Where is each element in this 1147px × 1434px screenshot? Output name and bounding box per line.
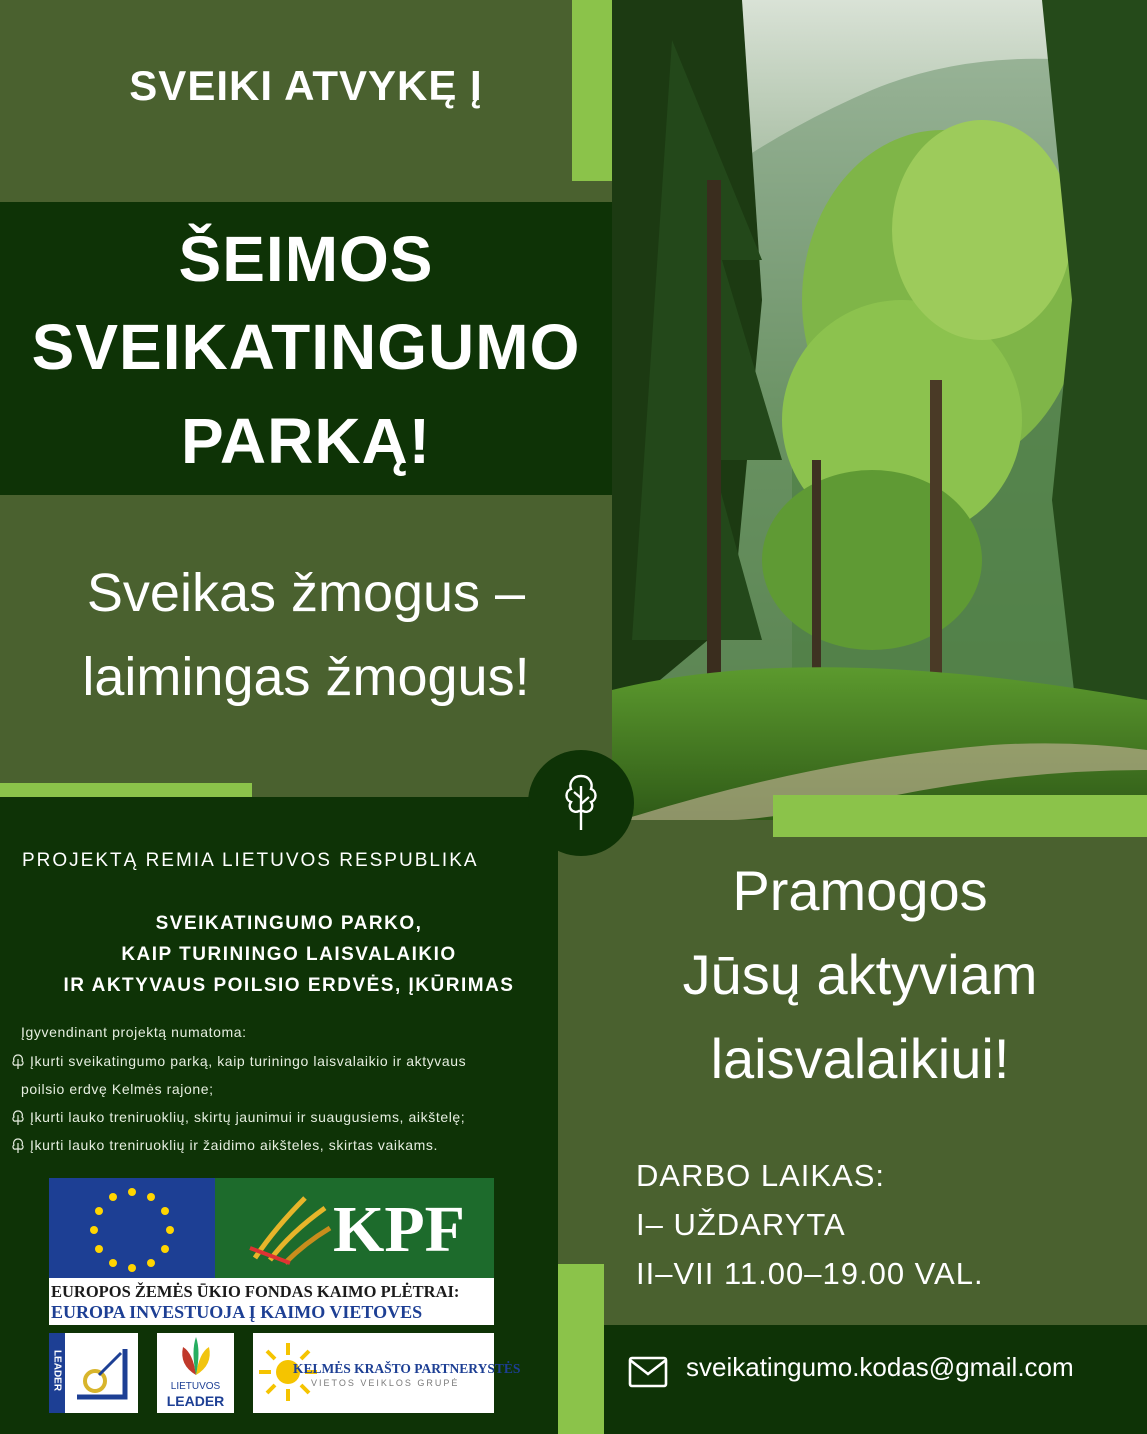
wheat-icon [245,1188,335,1268]
eafrd-line-2: EUROPA INVESTUOJA Į KAIMO VIETOVES [51,1302,423,1322]
project-item-1-line-1: Įkurti sveikatingumo parką, kaip turiningo laisvalaikio ir aktyvaus [30,1053,467,1069]
fun-line-1: Pramogos [732,859,988,922]
eafrd-banner [49,1278,494,1325]
slogan-line-2: laimingas žmogus! [82,647,530,707]
lt-leader-line-1: LIETUVOS [170,1381,221,1392]
leaf-icon [175,1335,217,1379]
title-line-1: ŠEIMOS [178,223,434,295]
leader-emblem-icon [69,1341,133,1405]
project-name-line-1: SVEIKATINGUMO PARKO, [155,913,423,934]
eu-flag-logo [49,1178,215,1278]
slogan-line-1: Sveikas žmogus – [86,563,526,623]
title-line-3: PARKĄ! [180,405,432,477]
slogan-panel [0,495,612,795]
leader-text: LEADER [51,1349,63,1392]
eafrd-line-1: EUROPOS ŽEMĖS ŪKIO FONDAS KAIMO PLĖTRAI: [51,1282,460,1301]
accent-bar-right [773,795,1147,837]
project-intro: Įgyvendinant projektą numatoma: [21,1024,247,1040]
project-item-2: Įkurti lauko treniruoklių, skirtų jaunimui ir suaugusiems, aikštelę; [30,1109,466,1125]
lietuvos-leader-logo [157,1333,234,1413]
accent-bar-top [572,0,614,181]
sponsor-text: PROJEKTĄ REMIA LIETUVOS RESPUBLIKA [22,850,479,871]
welcome-text: SVEIKI ATVYKĘ Į [129,62,483,109]
kpf-logo [215,1178,494,1278]
kpf-text: KPF [333,1193,465,1266]
title-line-2: SVEIKATINGUMO [31,311,581,383]
kelme-line-2: VIETOS VEIKLOS GRUPĖ [311,1378,460,1388]
project-name-line-2: KAIP TURININGO LAISVALAIKIO [121,944,457,965]
eu-stars-icon [49,1178,215,1278]
mail-icon [628,1356,668,1388]
tree-icon [10,1138,26,1154]
tree-icon [10,1110,26,1126]
fun-line-3: laisvalaikiui! [710,1027,1010,1090]
lt-leader-line-2: LEADER [166,1393,225,1409]
kelme-logo [253,1333,521,1413]
contact-email[interactable]: sveikatingumo.kodas@gmail.com [686,1352,1074,1382]
hours-line-2: II–VII 11.00–19.00 VAL. [636,1256,984,1291]
hours-heading: DARBO LAIKAS: [636,1158,886,1193]
project-item-1-line-2: poilsio erdvę Kelmės rajone; [21,1081,214,1097]
tree-icon [558,772,604,832]
forest-photo [612,0,1147,820]
leader-logo [49,1333,138,1413]
project-item-3: Įkurti lauko treniruoklių ir žaidimo aikšteles, skirtas vaikams. [30,1137,438,1153]
tree-icon [10,1054,26,1070]
tree-badge [528,750,634,856]
project-name-line-3: IR AKTYVAUS POILSIO ERDVĖS, ĮKŪRIMAS [63,975,515,996]
kelme-line-1: KELMĖS KRAŠTO PARTNERYSTĖS [293,1361,521,1376]
fun-line-2: Jūsų aktyviam [682,943,1038,1006]
accent-bar-bottom [558,1264,604,1434]
hours-line-1: I– UŽDARYTA [636,1207,846,1242]
